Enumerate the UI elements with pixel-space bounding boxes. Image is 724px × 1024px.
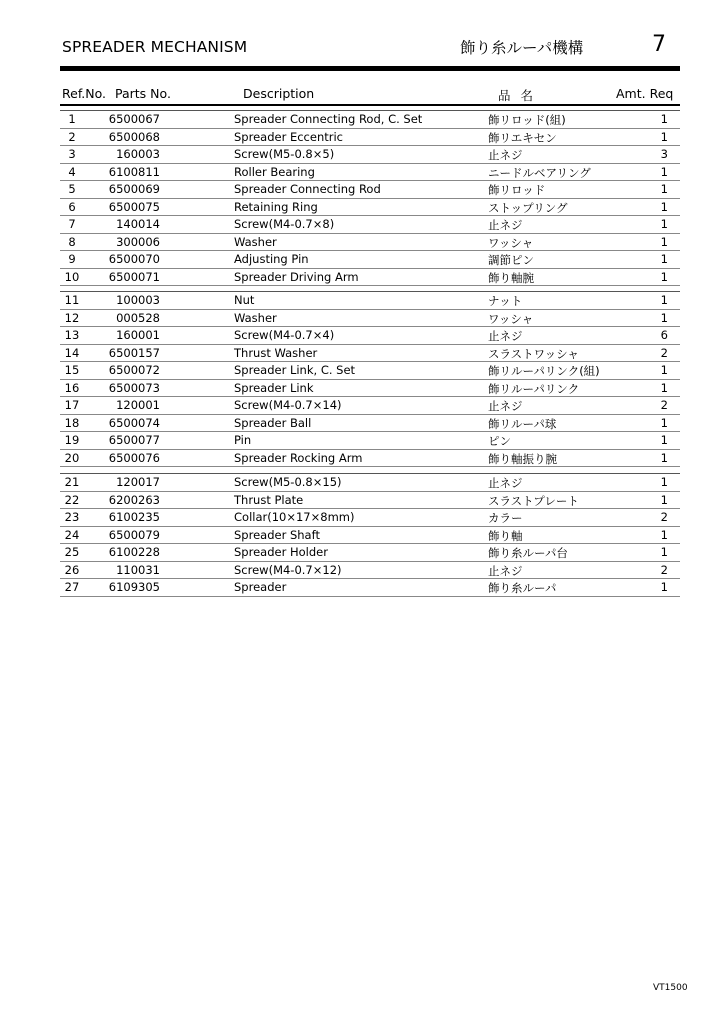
ref-no-cell: 19	[64, 433, 80, 447]
ref-no-cell: 1	[68, 112, 76, 126]
parts-no-cell: 6500074	[108, 415, 160, 430]
japanese-name-cell: 飾り糸ルーパ	[488, 581, 557, 595]
description-cell: Nut	[234, 293, 255, 307]
page-title: SPREADER MECHANISM	[62, 38, 248, 56]
amount-cell: 1	[660, 475, 668, 489]
japanese-name-cell: 飾リルーパ球	[488, 416, 557, 431]
amount-cell: 1	[660, 129, 668, 144]
ref-no-cell: 18	[64, 415, 80, 430]
table-row	[60, 199, 680, 217]
description-cell: Thrust Washer	[234, 345, 318, 360]
amount-cell: 1	[660, 545, 668, 559]
table-row	[60, 234, 680, 252]
parts-no-cell: 6500073	[108, 380, 160, 395]
parts-no-cell: 6500157	[108, 345, 160, 360]
parts-no-cell: 000528	[116, 310, 160, 325]
japanese-name-cell: ナット	[488, 294, 523, 308]
table-row	[60, 544, 680, 562]
description-cell: Spreader	[234, 580, 287, 594]
column-header-japanese-name: 品名	[498, 88, 544, 103]
table-row	[60, 146, 680, 164]
ref-no-cell: 11	[64, 293, 80, 307]
parts-no-cell: 6500071	[108, 269, 160, 284]
amount-cell: 1	[660, 415, 668, 430]
description-cell: Spreader Ball	[234, 415, 312, 430]
description-cell: Washer	[234, 234, 277, 249]
parts-no-cell: 6100228	[108, 545, 160, 559]
amount-cell: 1	[660, 363, 668, 377]
model-code: VT1500	[653, 983, 688, 993]
description-cell: Spreader Eccentric	[234, 129, 343, 144]
parts-no-cell: 6109305	[108, 580, 160, 594]
table-row	[60, 164, 680, 182]
ref-no-cell: 5	[68, 182, 76, 196]
ref-no-cell: 10	[64, 269, 80, 284]
amount-cell: 2	[660, 398, 668, 412]
description-cell: Screw(M4-0.7×14)	[234, 398, 342, 412]
description-cell: Spreader Connecting Rod	[234, 182, 381, 196]
parts-no-cell: 6500076	[108, 450, 160, 465]
ref-no-cell: 8	[68, 234, 76, 249]
description-cell: Adjusting Pin	[234, 252, 309, 266]
description-cell: Spreader Shaft	[234, 527, 320, 542]
parts-no-cell: 6100235	[108, 510, 160, 524]
table-row	[60, 380, 680, 398]
parts-no-cell: 6500067	[108, 112, 160, 126]
amount-cell: 6	[660, 328, 668, 342]
parts-no-cell: 140014	[116, 217, 160, 231]
description-cell: Screw(M4-0.7×4)	[234, 328, 335, 342]
amount-cell: 1	[660, 199, 668, 214]
japanese-name-cell: ストップリング	[488, 200, 568, 215]
parts-no-cell: 120017	[116, 475, 160, 489]
table-row	[60, 579, 680, 597]
amount-cell: 1	[660, 217, 668, 231]
japanese-name-cell: 止ネジ	[488, 476, 523, 490]
description-cell: Washer	[234, 310, 277, 325]
table-row	[60, 562, 680, 580]
description-cell: Screw(M5-0.8×5)	[234, 147, 335, 161]
table-row	[60, 310, 680, 328]
amount-cell: 1	[660, 433, 668, 447]
table-row	[60, 181, 680, 199]
ref-no-cell: 21	[64, 475, 80, 489]
description-cell: Screw(M5-0.8×15)	[234, 475, 342, 489]
amount-cell: 2	[660, 562, 668, 577]
parts-no-cell: 6500068	[108, 129, 160, 144]
japanese-name-cell: 飾り軸	[488, 528, 523, 543]
parts-no-cell: 6100811	[108, 164, 160, 179]
ref-no-cell: 25	[64, 545, 80, 559]
table-row	[60, 345, 680, 363]
japanese-name-cell: ワッシャ	[488, 235, 534, 250]
amount-cell: 3	[660, 147, 668, 161]
parts-no-cell: 6200263	[108, 492, 160, 507]
table-row	[60, 415, 680, 433]
description-cell: Spreader Rocking Arm	[234, 450, 363, 465]
amount-cell: 2	[660, 345, 668, 360]
ref-no-cell: 14	[64, 345, 80, 360]
parts-no-cell: 110031	[116, 562, 160, 577]
ref-no-cell: 2	[68, 129, 76, 144]
amount-cell: 2	[660, 510, 668, 524]
amount-cell: 1	[660, 269, 668, 284]
parts-no-cell: 6500070	[108, 252, 160, 266]
ref-no-cell: 9	[68, 252, 76, 266]
parts-no-cell: 160003	[116, 147, 160, 161]
japanese-name-cell: 飾リエキセン	[488, 130, 557, 145]
japanese-name-cell: 飾り軸腕	[488, 270, 534, 285]
japanese-name-cell: ワッシャ	[488, 311, 534, 326]
japanese-name-cell: 飾リロッド	[488, 183, 546, 197]
description-cell: Spreader Driving Arm	[234, 269, 359, 284]
ref-no-cell: 4	[68, 164, 76, 179]
parts-no-cell: 6500069	[108, 182, 160, 196]
column-header-amount: Amt. Req	[616, 86, 674, 101]
table-row	[60, 292, 680, 310]
amount-cell: 1	[660, 293, 668, 307]
table-row	[60, 269, 680, 287]
ref-no-cell: 22	[64, 492, 80, 507]
amount-cell: 1	[660, 527, 668, 542]
amount-cell: 1	[660, 182, 668, 196]
table-row	[60, 474, 680, 492]
column-header-description: Description	[243, 86, 315, 101]
table-row	[60, 362, 680, 380]
amount-cell: 1	[660, 380, 668, 395]
table-row	[60, 492, 680, 510]
parts-no-cell: 6500077	[108, 433, 160, 447]
japanese-name-cell: 止ネジ	[488, 329, 523, 343]
column-header-parts: Parts No.	[115, 86, 171, 101]
description-cell: Retaining Ring	[234, 199, 318, 214]
japanese-name-cell: 飾リルーパリンク	[488, 381, 580, 396]
page-title-japanese: 飾り糸ルーパ機構	[460, 39, 584, 57]
description-cell: Pin	[234, 433, 252, 447]
amount-cell: 1	[660, 492, 668, 507]
description-cell: Spreader Link	[234, 380, 314, 395]
table-row	[60, 216, 680, 234]
table-row	[60, 327, 680, 345]
parts-no-cell: 300006	[116, 234, 160, 249]
ref-no-cell: 7	[68, 217, 76, 231]
japanese-name-cell: 止ネジ	[488, 563, 523, 578]
table-row	[60, 111, 680, 129]
parts-no-cell: 6500079	[108, 527, 160, 542]
description-cell: Roller Bearing	[234, 164, 315, 179]
japanese-name-cell: 止ネジ	[488, 399, 523, 413]
ref-no-cell: 17	[64, 398, 80, 412]
parts-no-cell: 120001	[116, 398, 160, 412]
parts-no-cell: 6500072	[108, 363, 160, 377]
japanese-name-cell: 調節ピン	[488, 253, 534, 267]
ref-no-cell: 3	[68, 147, 76, 161]
table-row	[60, 397, 680, 415]
japanese-name-cell: 飾り糸ルーパ台	[488, 546, 568, 560]
ref-no-cell: 13	[64, 328, 80, 342]
ref-no-cell: 26	[64, 562, 80, 577]
japanese-name-cell: 飾り軸振り腕	[488, 451, 557, 466]
column-header-ref: Ref.No.	[62, 86, 107, 101]
parts-group	[60, 291, 680, 467]
ref-no-cell: 16	[64, 380, 80, 395]
page-number: 7	[652, 32, 666, 57]
ref-no-cell: 23	[64, 510, 80, 524]
ref-no-cell: 12	[64, 310, 80, 325]
ref-no-cell: 20	[64, 450, 80, 465]
parts-group	[60, 110, 680, 286]
parts-no-cell: 100003	[116, 293, 160, 307]
parts-group	[60, 473, 680, 597]
amount-cell: 1	[660, 310, 668, 325]
amount-cell: 1	[660, 450, 668, 465]
table-row	[60, 432, 680, 450]
parts-no-cell: 6500075	[108, 199, 160, 214]
japanese-name-cell: 止ネジ	[488, 148, 523, 162]
table-row	[60, 129, 680, 147]
description-cell: Screw(M4-0.7×8)	[234, 217, 335, 231]
amount-cell: 1	[660, 234, 668, 249]
amount-cell: 1	[660, 164, 668, 179]
japanese-name-cell: 飾リロッド(組)	[488, 113, 566, 127]
description-cell: Screw(M4-0.7×12)	[234, 562, 342, 577]
japanese-name-cell: カラー	[488, 511, 523, 525]
description-cell: Spreader Holder	[234, 545, 328, 559]
table-row	[60, 527, 680, 545]
amount-cell: 1	[660, 112, 668, 126]
ref-no-cell: 27	[64, 580, 80, 594]
description-cell: Collar(10×17×8mm)	[234, 510, 355, 524]
parts-no-cell: 160001	[116, 328, 160, 342]
column-header-rule	[60, 104, 680, 106]
japanese-name-cell: スラストワッシャ	[488, 346, 579, 361]
japanese-name-cell: 止ネジ	[488, 218, 523, 232]
japanese-name-cell: 飾リルーパリンク(組)	[488, 364, 600, 378]
description-cell: Spreader Connecting Rod, C. Set	[234, 112, 423, 126]
table-row	[60, 450, 680, 468]
table-row	[60, 251, 680, 269]
japanese-name-cell: ピン	[488, 434, 511, 448]
description-cell: Thrust Plate	[234, 492, 304, 507]
table-row	[60, 509, 680, 527]
japanese-name-cell: スラストプレート	[488, 493, 579, 508]
ref-no-cell: 6	[68, 199, 76, 214]
description-cell: Spreader Link, C. Set	[234, 363, 356, 377]
header-rule	[60, 66, 680, 71]
amount-cell: 1	[660, 252, 668, 266]
amount-cell: 1	[660, 580, 668, 594]
ref-no-cell: 15	[64, 363, 80, 377]
japanese-name-cell: ニードルベアリング	[488, 165, 591, 180]
ref-no-cell: 24	[64, 527, 80, 542]
